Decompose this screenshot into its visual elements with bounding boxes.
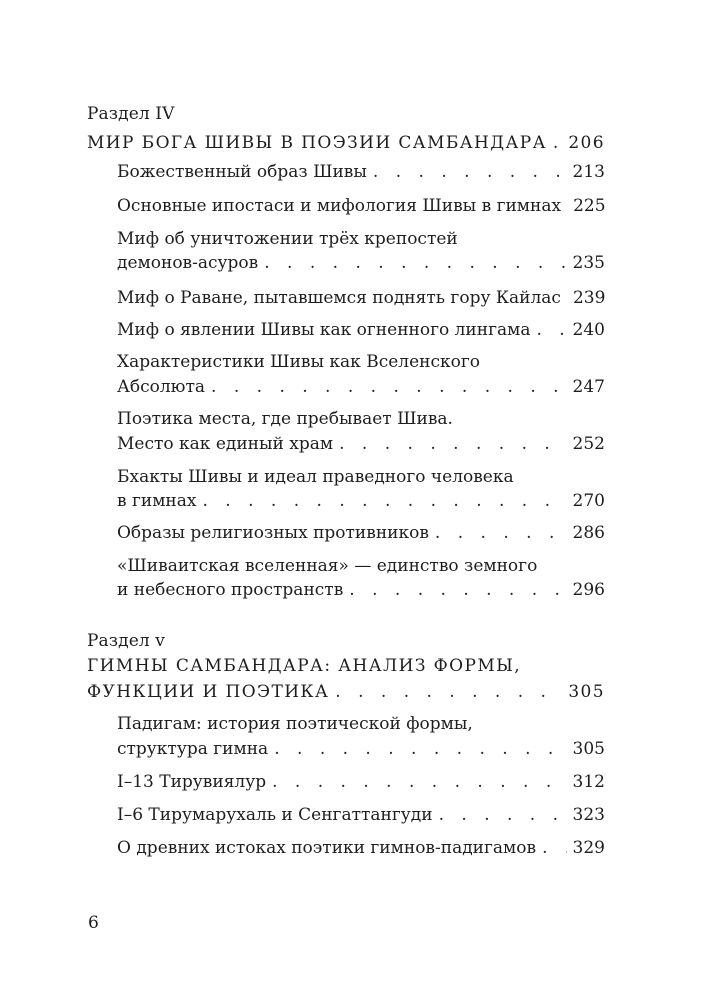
- entry-title-line: Поэтика места, где пребывает Шива.: [117, 409, 453, 429]
- section-5-label: Раздел v: [87, 631, 165, 651]
- leader-dots: [349, 580, 566, 600]
- entry-page: 323: [572, 805, 605, 825]
- entry-title: Образы религиозных противников: [117, 523, 429, 543]
- entry-page: 252: [572, 434, 605, 454]
- entry-title-line: Падигам: история поэтической формы,: [117, 714, 473, 734]
- toc-entry[interactable]: [117, 838, 605, 858]
- toc-entry[interactable]: [117, 434, 605, 454]
- entry-page: 296: [572, 580, 605, 600]
- entry-page: 270: [572, 491, 605, 511]
- entry-title: Абсолюта: [117, 377, 206, 397]
- entry-title: Миф о Раване, пытавшемся поднять гору Кайлас: [117, 288, 561, 308]
- section-5-title-line: ГИМНЫ САМБАНДАРА: АНАЛИЗ ФОРМЫ,: [87, 656, 522, 676]
- leader-dots: [542, 838, 566, 858]
- entry-page: 240: [572, 320, 605, 340]
- entry-title: и небесного пространств: [117, 580, 344, 600]
- entry-title: О древних истоках поэтики гимнов-падигамов: [117, 838, 537, 858]
- entry-title: демонов-асуров: [117, 253, 259, 273]
- leader-dots: [203, 491, 567, 511]
- entry-title-line: Бхакты Шивы и идеал праведного человека: [117, 467, 514, 487]
- toc-entry[interactable]: [117, 772, 605, 792]
- section-4-title-entry[interactable]: [87, 133, 605, 153]
- entry-title-line: «Шиваитская вселенная» — единство земного: [117, 556, 538, 576]
- entry-page: 305: [572, 739, 605, 759]
- section-4-label: Раздел IV: [87, 104, 175, 124]
- entry-title: Место как единый храм: [117, 434, 334, 454]
- entry-title: структура гимна: [117, 739, 269, 759]
- entry-title: Божественный образ Шивы: [117, 162, 367, 182]
- toc-entry[interactable]: [117, 320, 605, 340]
- toc-entry[interactable]: [117, 288, 605, 308]
- entry-title: I–13 Тирувиялур: [117, 772, 267, 792]
- entry-page: 247: [572, 377, 605, 397]
- entry-title: в гимнах: [117, 491, 197, 511]
- entry-page: 286: [572, 523, 605, 543]
- toc-entry[interactable]: [117, 253, 605, 273]
- section-5-title-entry[interactable]: [87, 682, 605, 702]
- section-5-title: ФУНКЦИИ И ПОЭТИКА: [87, 682, 330, 702]
- section-4-title: МИР БОГА ШИВЫ В ПОЭЗИИ САМБАНДАРА: [87, 133, 547, 153]
- leader-dots: [272, 772, 566, 792]
- leader-dots: [264, 253, 566, 273]
- entry-title-line: Миф об уничтожении трёх крепостей: [117, 229, 458, 249]
- toc-entry[interactable]: [117, 491, 605, 511]
- leader-dots: [553, 133, 562, 153]
- leader-dots: [274, 739, 566, 759]
- section-5-page: 305: [568, 682, 605, 702]
- entry-title: I–6 Тирумарухаль и Сенгаттангуди: [117, 805, 433, 825]
- section-4-page: 206: [568, 133, 605, 153]
- toc-entry[interactable]: [117, 805, 605, 825]
- entry-title-line: Характеристики Шивы как Вселенского: [117, 352, 480, 372]
- entry-page: 312: [572, 772, 605, 792]
- entry-page: 239: [572, 288, 606, 308]
- toc-entry[interactable]: [117, 523, 605, 543]
- toc-entry[interactable]: [117, 377, 605, 397]
- toc-entry[interactable]: [117, 739, 605, 759]
- toc-entry[interactable]: [117, 580, 605, 600]
- leader-dots: [435, 523, 567, 543]
- page-number: 6: [88, 913, 99, 933]
- leader-dots: [537, 320, 567, 340]
- toc-entry[interactable]: [117, 196, 605, 216]
- entry-page: 235: [572, 253, 605, 273]
- toc-entry[interactable]: [117, 162, 605, 182]
- entry-page: 225: [573, 196, 606, 216]
- leader-dots: [373, 162, 567, 182]
- leader-dots: [439, 805, 567, 825]
- entry-page: 213: [572, 162, 605, 182]
- leader-dots: [211, 377, 567, 397]
- entry-title: Основные ипостаси и мифология Шивы в гимнах: [117, 196, 562, 216]
- entry-page: 329: [572, 838, 605, 858]
- leader-dots: [339, 434, 566, 454]
- leader-dots: [335, 682, 562, 702]
- entry-title: Миф о явлении Шивы как огненного лингама: [117, 320, 531, 340]
